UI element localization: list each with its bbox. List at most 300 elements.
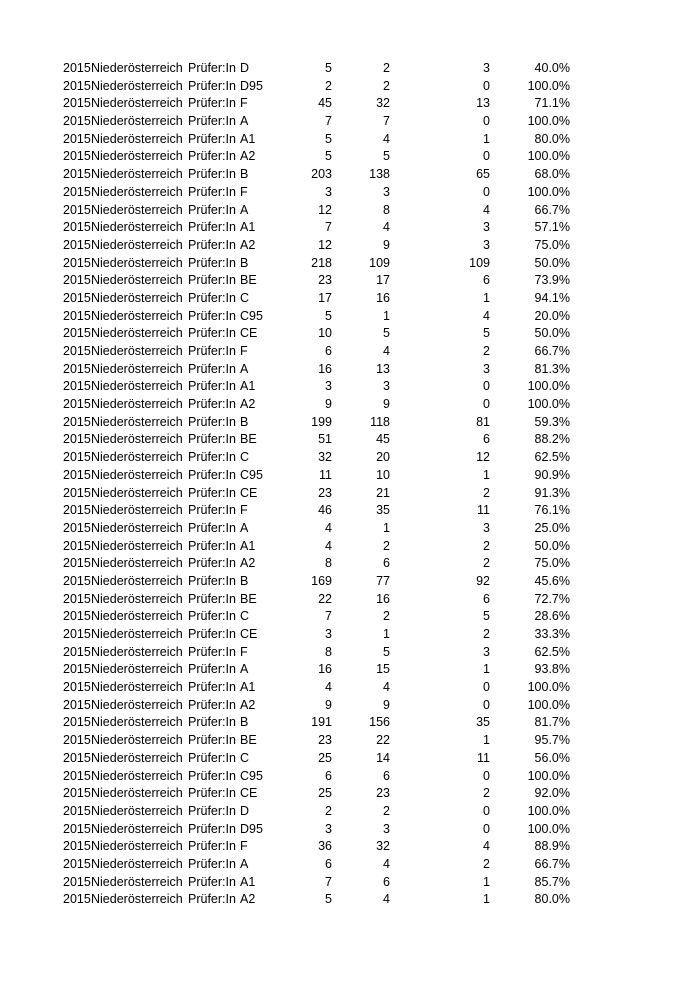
table-row xyxy=(63,148,570,166)
cell-year: 2015 xyxy=(63,520,91,535)
cell-passed-count: 4 xyxy=(383,856,390,871)
cell-passed-count: 10 xyxy=(376,467,390,482)
cell-pass-rate: 50.0% xyxy=(534,326,570,341)
cell-licence-category: D95 xyxy=(240,78,263,93)
cell-pass-rate: 40.0% xyxy=(534,61,570,75)
cell-region: Niederösterreich xyxy=(91,856,183,871)
cell-pass-rate: 28.6% xyxy=(534,609,570,624)
cell-failed-count: 3 xyxy=(483,520,490,535)
cell-passed-count: 2 xyxy=(383,78,390,93)
cell-region: Niederösterreich xyxy=(91,715,183,730)
cell-failed-count: 0 xyxy=(483,149,490,164)
cell-region: Niederösterreich xyxy=(91,644,183,659)
table-row xyxy=(63,803,570,821)
cell-year: 2015 xyxy=(63,733,91,748)
cell-year: 2015 xyxy=(63,255,91,270)
cell-year: 2015 xyxy=(63,874,91,889)
cell-region: Niederösterreich xyxy=(91,61,183,75)
cell-region: Niederösterreich xyxy=(91,768,183,783)
cell-examiner-role: Prüfer:In xyxy=(188,114,236,129)
cell-pass-rate: 95.7% xyxy=(534,733,570,748)
cell-total-count: 218 xyxy=(311,255,332,270)
cell-licence-category: C95 xyxy=(240,467,263,482)
cell-pass-rate: 72.7% xyxy=(534,591,570,606)
cell-total-count: 3 xyxy=(325,821,332,836)
cell-passed-count: 1 xyxy=(383,308,390,323)
cell-examiner-role: Prüfer:In xyxy=(188,715,236,730)
cell-pass-rate: 50.0% xyxy=(534,255,570,270)
table-row xyxy=(63,714,570,732)
cell-licence-category: A xyxy=(240,856,249,871)
cell-total-count: 8 xyxy=(325,556,332,571)
cell-year: 2015 xyxy=(63,839,91,854)
cell-examiner-role: Prüfer:In xyxy=(188,202,236,217)
cell-year: 2015 xyxy=(63,202,91,217)
cell-year: 2015 xyxy=(63,397,91,412)
cell-failed-count: 2 xyxy=(483,485,490,500)
cell-failed-count: 2 xyxy=(483,538,490,553)
cell-pass-rate: 100.0% xyxy=(527,680,570,695)
cell-failed-count: 4 xyxy=(483,839,490,854)
cell-total-count: 11 xyxy=(319,467,332,482)
cell-examiner-role: Prüfer:In xyxy=(188,733,236,748)
cell-passed-count: 4 xyxy=(383,131,390,146)
cell-total-count: 25 xyxy=(318,786,332,801)
cell-pass-rate: 94.1% xyxy=(534,290,570,305)
cell-year: 2015 xyxy=(63,538,91,553)
cell-pass-rate: 100.0% xyxy=(527,114,570,129)
cell-year: 2015 xyxy=(63,627,91,641)
cell-pass-rate: 50.0% xyxy=(534,538,570,553)
cell-pass-rate: 100.0% xyxy=(527,697,570,712)
cell-year: 2015 xyxy=(63,556,91,571)
cell-region: Niederösterreich xyxy=(91,432,183,447)
cell-region: Niederösterreich xyxy=(91,821,183,836)
cell-pass-rate: 93.8% xyxy=(534,662,570,677)
cell-total-count: 5 xyxy=(325,131,332,146)
table-row xyxy=(63,520,570,538)
cell-region: Niederösterreich xyxy=(91,131,183,146)
cell-year: 2015 xyxy=(63,856,91,871)
cell-total-count: 32 xyxy=(318,450,332,465)
cell-failed-count: 3 xyxy=(483,220,490,235)
cell-year: 2015 xyxy=(63,573,91,588)
cell-examiner-role: Prüfer:In xyxy=(188,131,236,146)
cell-region: Niederösterreich xyxy=(91,786,183,801)
cell-examiner-role: Prüfer:In xyxy=(188,450,236,465)
table-row xyxy=(63,414,570,432)
cell-year: 2015 xyxy=(63,750,91,765)
table-row xyxy=(63,838,570,856)
table-row xyxy=(63,555,570,573)
cell-total-count: 3 xyxy=(325,379,332,394)
cell-passed-count: 16 xyxy=(376,591,390,606)
cell-total-count: 5 xyxy=(325,149,332,164)
cell-pass-rate: 88.2% xyxy=(534,432,570,447)
cell-total-count: 199 xyxy=(311,414,332,429)
cell-passed-count: 14 xyxy=(376,750,390,765)
cell-total-count: 3 xyxy=(325,627,332,641)
cell-passed-count: 3 xyxy=(383,821,390,836)
cell-pass-rate: 71.1% xyxy=(534,96,570,111)
cell-year: 2015 xyxy=(63,803,91,818)
cell-failed-count: 1 xyxy=(483,662,490,677)
cell-failed-count: 109 xyxy=(469,255,490,270)
cell-total-count: 9 xyxy=(325,397,332,412)
cell-failed-count: 2 xyxy=(483,556,490,571)
cell-region: Niederösterreich xyxy=(91,697,183,712)
cell-region: Niederösterreich xyxy=(91,733,183,748)
table-row xyxy=(63,113,570,131)
cell-failed-count: 1 xyxy=(483,733,490,748)
cell-passed-count: 109 xyxy=(369,255,390,270)
cell-licence-category: A2 xyxy=(240,149,256,164)
cell-failed-count: 2 xyxy=(483,344,490,358)
cell-licence-category: BE xyxy=(240,733,257,748)
cell-region: Niederösterreich xyxy=(91,573,183,588)
cell-pass-rate: 100.0% xyxy=(527,184,570,199)
cell-total-count: 25 xyxy=(318,750,332,765)
cell-licence-category: A1 xyxy=(240,538,256,553)
cell-licence-category: A1 xyxy=(240,379,256,394)
cell-examiner-role: Prüfer:In xyxy=(188,609,236,624)
cell-total-count: 191 xyxy=(311,715,332,730)
cell-licence-category: C xyxy=(240,290,250,305)
cell-pass-rate: 45.6% xyxy=(534,573,570,588)
cell-examiner-role: Prüfer:In xyxy=(188,397,236,412)
cell-total-count: 5 xyxy=(325,61,332,75)
cell-passed-count: 4 xyxy=(383,344,390,358)
cell-total-count: 203 xyxy=(311,167,332,182)
cell-pass-rate: 62.5% xyxy=(534,450,570,465)
table-row xyxy=(63,343,570,361)
cell-examiner-role: Prüfer:In xyxy=(188,290,236,305)
cell-total-count: 8 xyxy=(325,644,332,659)
cell-examiner-role: Prüfer:In xyxy=(188,503,236,518)
cell-pass-rate: 57.1% xyxy=(534,220,570,235)
cell-total-count: 9 xyxy=(325,697,332,712)
cell-licence-category: D xyxy=(240,803,250,818)
cell-pass-rate: 100.0% xyxy=(527,803,570,818)
table-row xyxy=(63,874,570,892)
cell-licence-category: B xyxy=(240,715,249,730)
cell-total-count: 5 xyxy=(325,892,332,907)
cell-examiner-role: Prüfer:In xyxy=(188,786,236,801)
table-row xyxy=(63,591,570,609)
cell-examiner-role: Prüfer:In xyxy=(188,432,236,447)
cell-pass-rate: 66.7% xyxy=(534,856,570,871)
table-row xyxy=(63,608,570,626)
cell-year: 2015 xyxy=(63,432,91,447)
cell-total-count: 7 xyxy=(325,114,332,129)
cell-examiner-role: Prüfer:In xyxy=(188,644,236,659)
cell-licence-category: A2 xyxy=(240,556,256,571)
cell-failed-count: 1 xyxy=(483,467,490,482)
cell-passed-count: 7 xyxy=(383,114,390,129)
cell-examiner-role: Prüfer:In xyxy=(188,485,236,500)
cell-pass-rate: 75.0% xyxy=(534,556,570,571)
cell-failed-count: 65 xyxy=(476,167,490,182)
cell-failed-count: 6 xyxy=(483,273,490,288)
cell-pass-rate: 73.9% xyxy=(534,273,570,288)
cell-region: Niederösterreich xyxy=(91,184,183,199)
cell-pass-rate: 25.0% xyxy=(534,520,570,535)
cell-failed-count: 11 xyxy=(477,750,490,765)
cell-failed-count: 2 xyxy=(483,786,490,801)
cell-failed-count: 2 xyxy=(483,856,490,871)
cell-total-count: 12 xyxy=(318,202,332,217)
cell-licence-category: F xyxy=(240,344,248,358)
cell-passed-count: 6 xyxy=(383,874,390,889)
cell-year: 2015 xyxy=(63,96,91,111)
cell-pass-rate: 66.7% xyxy=(534,202,570,217)
cell-passed-count: 118 xyxy=(370,414,390,429)
cell-licence-category: A xyxy=(240,114,249,129)
cell-total-count: 169 xyxy=(311,573,332,588)
cell-year: 2015 xyxy=(63,786,91,801)
cell-region: Niederösterreich xyxy=(91,609,183,624)
cell-total-count: 5 xyxy=(325,308,332,323)
cell-failed-count: 1 xyxy=(483,892,490,907)
cell-region: Niederösterreich xyxy=(91,326,183,341)
cell-examiner-role: Prüfer:In xyxy=(188,379,236,394)
cell-examiner-role: Prüfer:In xyxy=(188,556,236,571)
cell-passed-count: 77 xyxy=(376,573,390,588)
cell-year: 2015 xyxy=(63,892,91,907)
cell-year: 2015 xyxy=(63,326,91,341)
cell-examiner-role: Prüfer:In xyxy=(188,803,236,818)
cell-licence-category: C95 xyxy=(240,768,263,783)
table-row xyxy=(63,768,570,786)
cell-region: Niederösterreich xyxy=(91,450,183,465)
cell-examiner-role: Prüfer:In xyxy=(188,892,236,907)
cell-total-count: 23 xyxy=(318,273,332,288)
cell-year: 2015 xyxy=(63,503,91,518)
cell-region: Niederösterreich xyxy=(91,538,183,553)
cell-failed-count: 4 xyxy=(483,202,490,217)
cell-licence-category: C95 xyxy=(240,308,263,323)
cell-failed-count: 0 xyxy=(483,821,490,836)
cell-year: 2015 xyxy=(63,167,91,182)
cell-year: 2015 xyxy=(63,697,91,712)
cell-passed-count: 5 xyxy=(383,644,390,659)
cell-failed-count: 92 xyxy=(476,573,490,588)
cell-year: 2015 xyxy=(63,78,91,93)
cell-pass-rate: 100.0% xyxy=(527,397,570,412)
table-row xyxy=(63,785,570,803)
cell-region: Niederösterreich xyxy=(91,114,183,129)
cell-licence-category: B xyxy=(240,167,249,182)
cell-examiner-role: Prüfer:In xyxy=(188,520,236,535)
cell-examiner-role: Prüfer:In xyxy=(188,768,236,783)
cell-total-count: 23 xyxy=(318,733,332,748)
cell-passed-count: 16 xyxy=(376,290,390,305)
table-row xyxy=(63,644,570,662)
cell-examiner-role: Prüfer:In xyxy=(188,573,236,588)
cell-licence-category: F xyxy=(240,96,248,111)
cell-region: Niederösterreich xyxy=(91,892,183,907)
cell-region: Niederösterreich xyxy=(91,379,183,394)
cell-region: Niederösterreich xyxy=(91,414,183,429)
cell-year: 2015 xyxy=(63,414,91,429)
cell-total-count: 12 xyxy=(318,237,332,252)
cell-licence-category: A1 xyxy=(240,131,256,146)
cell-region: Niederösterreich xyxy=(91,149,183,164)
cell-passed-count: 45 xyxy=(376,432,390,447)
cell-passed-count: 3 xyxy=(383,184,390,199)
results-table xyxy=(63,60,570,909)
cell-region: Niederösterreich xyxy=(91,273,183,288)
cell-total-count: 10 xyxy=(318,326,332,341)
cell-examiner-role: Prüfer:In xyxy=(188,538,236,553)
cell-region: Niederösterreich xyxy=(91,803,183,818)
cell-year: 2015 xyxy=(63,485,91,500)
cell-year: 2015 xyxy=(63,114,91,129)
cell-pass-rate: 80.0% xyxy=(534,892,570,907)
cell-passed-count: 4 xyxy=(383,680,390,695)
cell-passed-count: 4 xyxy=(383,220,390,235)
cell-licence-category: BE xyxy=(240,432,257,447)
cell-region: Niederösterreich xyxy=(91,485,183,500)
cell-licence-category: F xyxy=(240,184,248,199)
table-row xyxy=(63,538,570,556)
cell-region: Niederösterreich xyxy=(91,96,183,111)
cell-licence-category: A xyxy=(240,520,249,535)
cell-pass-rate: 20.0% xyxy=(534,308,570,323)
cell-pass-rate: 68.0% xyxy=(534,167,570,182)
cell-region: Niederösterreich xyxy=(91,503,183,518)
cell-total-count: 2 xyxy=(325,78,332,93)
cell-failed-count: 3 xyxy=(483,61,490,75)
table-row xyxy=(63,679,570,697)
table-row xyxy=(63,573,570,591)
table-row xyxy=(63,661,570,679)
cell-total-count: 6 xyxy=(325,856,332,871)
cell-region: Niederösterreich xyxy=(91,627,183,641)
table-row xyxy=(63,290,570,308)
cell-examiner-role: Prüfer:In xyxy=(188,273,236,288)
cell-examiner-role: Prüfer:In xyxy=(188,821,236,836)
cell-passed-count: 4 xyxy=(383,892,390,907)
cell-examiner-role: Prüfer:In xyxy=(188,220,236,235)
cell-total-count: 17 xyxy=(318,290,332,305)
cell-failed-count: 13 xyxy=(476,96,490,111)
cell-total-count: 7 xyxy=(325,220,332,235)
cell-passed-count: 2 xyxy=(383,61,390,75)
table-row xyxy=(63,202,570,220)
cell-pass-rate: 80.0% xyxy=(534,131,570,146)
cell-licence-category: F xyxy=(240,644,248,659)
cell-failed-count: 0 xyxy=(483,397,490,412)
table-row xyxy=(63,272,570,290)
cell-passed-count: 5 xyxy=(383,149,390,164)
table-row xyxy=(63,467,570,485)
cell-region: Niederösterreich xyxy=(91,680,183,695)
table-row xyxy=(63,219,570,237)
cell-total-count: 16 xyxy=(318,361,332,376)
cell-passed-count: 138 xyxy=(369,167,390,182)
cell-year: 2015 xyxy=(63,184,91,199)
cell-pass-rate: 100.0% xyxy=(527,379,570,394)
cell-examiner-role: Prüfer:In xyxy=(188,750,236,765)
cell-licence-category: A2 xyxy=(240,892,256,907)
cell-failed-count: 0 xyxy=(483,768,490,783)
cell-passed-count: 32 xyxy=(376,96,390,111)
cell-examiner-role: Prüfer:In xyxy=(188,697,236,712)
cell-passed-count: 23 xyxy=(376,786,390,801)
cell-year: 2015 xyxy=(63,220,91,235)
cell-passed-count: 2 xyxy=(383,538,390,553)
cell-total-count: 6 xyxy=(325,768,332,783)
cell-region: Niederösterreich xyxy=(91,361,183,376)
cell-total-count: 4 xyxy=(325,538,332,553)
cell-total-count: 4 xyxy=(325,680,332,695)
cell-pass-rate: 90.9% xyxy=(534,467,570,482)
cell-failed-count: 5 xyxy=(483,326,490,341)
cell-failed-count: 4 xyxy=(483,308,490,323)
cell-licence-category: A1 xyxy=(240,220,256,235)
cell-failed-count: 3 xyxy=(483,644,490,659)
cell-year: 2015 xyxy=(63,821,91,836)
table-row xyxy=(63,891,570,909)
cell-passed-count: 35 xyxy=(376,503,390,518)
cell-examiner-role: Prüfer:In xyxy=(188,680,236,695)
cell-year: 2015 xyxy=(63,467,91,482)
cell-failed-count: 1 xyxy=(483,290,490,305)
cell-total-count: 16 xyxy=(318,662,332,677)
table-row xyxy=(63,732,570,750)
cell-region: Niederösterreich xyxy=(91,520,183,535)
cell-year: 2015 xyxy=(63,131,91,146)
cell-total-count: 7 xyxy=(325,609,332,624)
table-row xyxy=(63,325,570,343)
cell-failed-count: 0 xyxy=(483,680,490,695)
cell-examiner-role: Prüfer:In xyxy=(188,839,236,854)
cell-year: 2015 xyxy=(63,450,91,465)
cell-total-count: 2 xyxy=(325,803,332,818)
cell-examiner-role: Prüfer:In xyxy=(188,308,236,323)
cell-passed-count: 9 xyxy=(383,237,390,252)
table-row xyxy=(63,626,570,644)
cell-passed-count: 3 xyxy=(383,379,390,394)
cell-region: Niederösterreich xyxy=(91,308,183,323)
cell-passed-count: 6 xyxy=(383,556,390,571)
cell-failed-count: 12 xyxy=(476,450,490,465)
cell-year: 2015 xyxy=(63,237,91,252)
cell-passed-count: 15 xyxy=(376,662,390,677)
cell-pass-rate: 76.1% xyxy=(534,503,570,518)
cell-examiner-role: Prüfer:In xyxy=(188,467,236,482)
cell-examiner-role: Prüfer:In xyxy=(188,149,236,164)
cell-pass-rate: 33.3% xyxy=(534,627,570,641)
table-row xyxy=(63,131,570,149)
cell-examiner-role: Prüfer:In xyxy=(188,662,236,677)
cell-passed-count: 8 xyxy=(383,202,390,217)
cell-passed-count: 2 xyxy=(383,609,390,624)
cell-year: 2015 xyxy=(63,680,91,695)
cell-passed-count: 5 xyxy=(383,326,390,341)
table-row xyxy=(63,378,570,396)
cell-examiner-role: Prüfer:In xyxy=(188,78,236,93)
cell-pass-rate: 56.0% xyxy=(534,750,570,765)
cell-pass-rate: 100.0% xyxy=(527,768,570,783)
cell-licence-category: A2 xyxy=(240,237,256,252)
cell-year: 2015 xyxy=(63,644,91,659)
cell-total-count: 6 xyxy=(325,344,332,358)
table-row xyxy=(63,485,570,503)
cell-failed-count: 0 xyxy=(483,697,490,712)
cell-pass-rate: 88.9% xyxy=(534,839,570,854)
